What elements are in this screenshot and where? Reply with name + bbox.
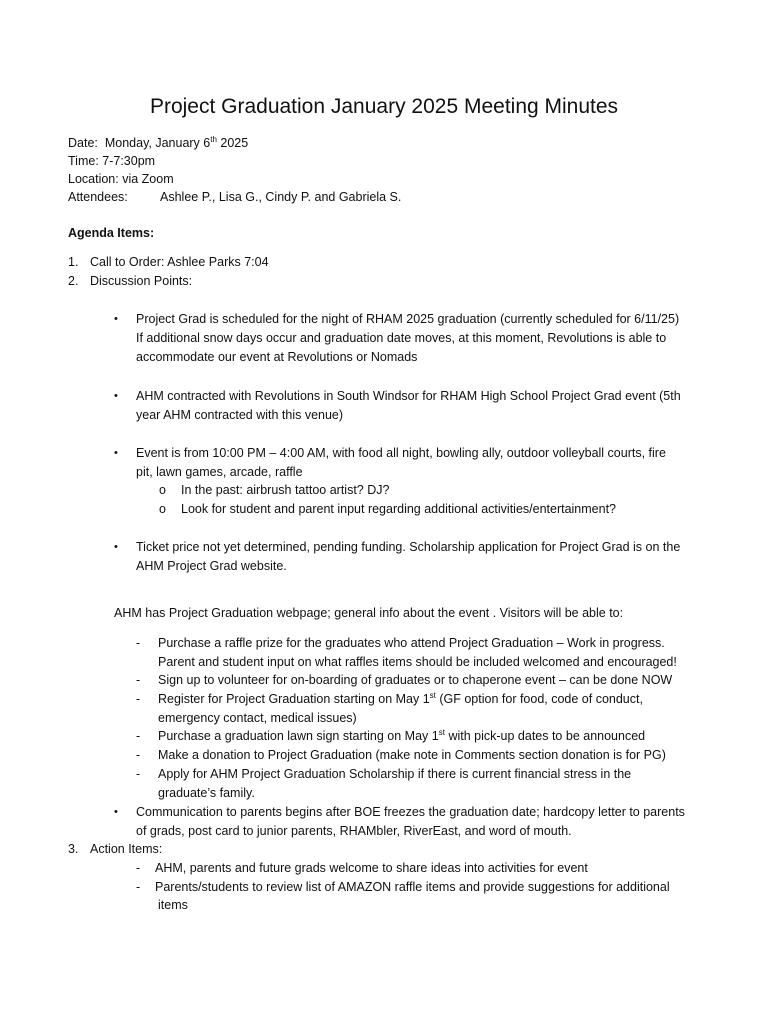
register-text-cont: (GF option for food, code of conduct, [435,692,643,706]
discussion-text: AHM Project Grad website. [136,559,287,573]
dash-icon: - [136,673,141,687]
discussion-text: If additional snow days occur and graduation date moves, at this moment, Revolutions is able to [136,331,667,345]
meeting-time: Time: 7-7:30pm [68,154,156,168]
call-to-order: Call to Order: Ashlee Parks 7:04 [90,255,269,269]
meeting-location: Location: via Zoom [68,172,174,186]
attendees-label: Attendees: [68,190,128,204]
date-value: Monday, January 6 [104,136,211,150]
bullet-icon: • [114,313,118,325]
date-label: Date: [68,136,98,150]
discussion-points-heading: Discussion Points: [90,274,193,288]
meeting-date [68,134,248,152]
item-number: 1. [68,255,79,269]
discussion-text: year AHM contracted with this venue) [136,408,344,422]
bullet-icon: • [114,390,118,402]
item-number: 2. [68,274,79,288]
register-text: Register for Project Graduation starting on May 1 [158,692,430,706]
action-items-heading: Action Items: [90,842,163,856]
communication-text: of grads, post card to junior parents, RHAMbler, RiverEast, and word of mouth. [136,824,572,838]
action-item-text: Parents/students to review list of AMAZON raffle items and provide suggestions for additional [155,880,670,894]
discussion-text: Project Grad is scheduled for the night of RHAM 2025 graduation (currently scheduled for 6/11/25) [136,312,680,326]
ordinal-suffix: st [438,727,445,737]
webpage-item-text: Parent and student input on what raffles items should be included welcomed and encouraged! [158,655,677,669]
page-title: Project Graduation January 2025 Meeting Minutes [149,95,619,118]
sub-point-text: In the past: airbrush tattoo artist? DJ? [181,483,390,497]
discussion-text: AHM contracted with Revolutions in South Windsor for RHAM High School Project Grad event (5th [136,389,681,403]
item-number: 3. [68,842,79,856]
dash-icon: - [136,692,141,706]
bullet-icon: • [114,541,118,553]
dash-icon: - [136,636,141,650]
attendees-value: Ashlee P., Lisa G., Cindy P. and Gabriela S. [160,190,402,204]
agenda-heading: Agenda Items: [68,226,155,240]
webpage-item-text: graduate’s family. [158,786,255,800]
bullet-icon: • [114,806,118,818]
circle-bullet-icon: o [159,483,166,497]
webpage-item-text [158,727,645,746]
webpage-item-text: Purchase a raffle prize for the graduates who attend Project Graduation – Work in progress. [158,636,665,650]
discussion-text: pit, lawn games, arcade, raffle [136,465,303,479]
ordinal-suffix: st [429,690,436,700]
dash-icon: - [136,880,141,894]
lawn-sign-text: Purchase a graduation lawn sign starting on May 1 [158,729,439,743]
webpage-item-text: Apply for AHM Project Graduation Scholarship if there is current financial stress in the [158,767,632,781]
date-year: 2025 [216,136,249,150]
date-suffix: th [210,134,217,144]
action-item-text: AHM, parents and future grads welcome to share ideas into activities for event [155,861,588,875]
sub-point-text: Look for student and parent input regarding additional activities/entertainment? [181,502,617,516]
webpage-item-text: emergency contact, medical issues) [158,711,357,725]
circle-bullet-icon: o [159,502,166,516]
dash-icon: - [136,748,141,762]
dash-icon: - [136,767,141,781]
discussion-text: Ticket price not yet determined, pending funding. Scholarship application for Project Grad is on the [136,540,681,554]
communication-text: Communication to parents begins after BOE freezes the graduation date; hardcopy letter to parents [136,805,685,819]
webpage-item-text: Sign up to volunteer for on-boarding of graduates or to chaperone event – can be done NOW [158,673,673,687]
webpage-item-text: Make a donation to Project Graduation (make note in Comments section donation is for PG) [158,748,666,762]
webpage-item-text [158,690,643,709]
dash-icon: - [136,861,141,875]
lawn-sign-text-cont: with pick-up dates to be announced [444,729,646,743]
discussion-text: Event is from 10:00 PM – 4:00 AM, with food all night, bowling ally, outdoor volleyball courts, fire [136,446,666,460]
discussion-text: accommodate our event at Revolutions or Nomads [136,350,418,364]
dash-icon: - [136,729,141,743]
bullet-icon: • [114,447,118,459]
webpage-intro: AHM has Project Graduation webpage; general info about the event . Visitors will be able to: [114,606,624,620]
action-item-text: items [158,898,188,912]
